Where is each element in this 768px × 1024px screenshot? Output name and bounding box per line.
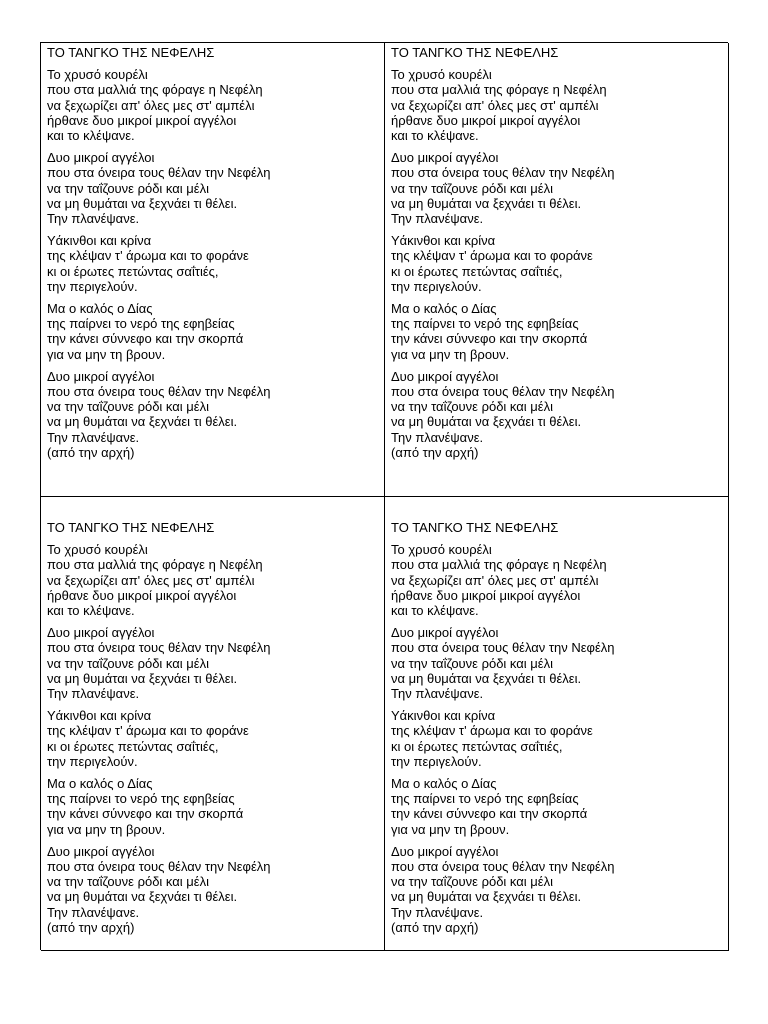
lyric-line: Υάκινθοι και κρίνα: [391, 233, 496, 249]
lyric-line: της κλέψαν τ' άρωμα και το φοράνε: [391, 723, 593, 739]
lyric-line: την περιγελούν.: [391, 278, 482, 294]
stanza: [391, 301, 728, 362]
lyric-line: Μα ο καλός ο Δίας: [47, 776, 153, 792]
lyric-line: που στα μαλλιά της φόραγε η Νεφέλη: [391, 82, 607, 98]
lyric-line: να μη θυμάται να ξεχνάει τι θέλει.: [47, 889, 238, 905]
lyric-line: να μη θυμάται να ξεχνάει τι θέλει.: [391, 670, 582, 686]
lyric-line: Το χρυσό κουρέλι: [391, 542, 492, 558]
lyric-line: Το χρυσό κουρέλι: [47, 542, 148, 558]
lyric-line: Μα ο καλός ο Δίας: [391, 776, 497, 792]
stanza: [47, 67, 384, 143]
lyrics-card: [385, 497, 729, 951]
lyric-line: που στα μαλλιά της φόραγε η Νεφέλη: [47, 82, 263, 98]
lyric-line: να ξεχωρίζει απ' όλες μες στ' αμπέλι: [47, 572, 255, 588]
lyric-line: και το κλέψανε.: [391, 603, 479, 619]
lyric-line: κι οι έρωτες πετώντας σαΐτιές,: [391, 738, 563, 754]
song-title: ΤΟ ΤΑΝΓΚΟ ΤΗΣ ΝΕΦΕΛΗΣ: [47, 45, 215, 60]
lyric-line: που στα όνειρα τους θέλαν την Νεφέλη: [391, 384, 615, 400]
stanza: [391, 369, 728, 460]
lyric-line: Την πλανέψανε.: [47, 686, 140, 702]
lyric-line: την κάνει σύννεφο και την σκορπά: [391, 331, 588, 347]
lyrics-sheet: [40, 42, 728, 950]
lyric-line: Την πλανέψανε.: [391, 686, 484, 702]
lyric-line: κι οι έρωτες πετώντας σαΐτιές,: [47, 738, 219, 754]
stanza: [391, 708, 728, 769]
lyric-line: για να μην τη βρουν.: [47, 346, 166, 362]
lyric-line: να μη θυμάται να ξεχνάει τι θέλει.: [47, 670, 238, 686]
stanza: [391, 233, 728, 294]
lyric-line: να ξεχωρίζει απ' όλες μες στ' αμπέλι: [391, 572, 599, 588]
lyric-line: (από την αρχή): [391, 444, 479, 460]
lyric-line: να μη θυμάται να ξεχνάει τι θέλει.: [391, 414, 582, 430]
lyric-line: να μη θυμάται να ξεχνάει τι θέλει.: [47, 414, 238, 430]
stanza: [47, 776, 384, 837]
lyric-line: Την πλανέψανε.: [391, 211, 484, 227]
lyric-line: να την ταΐζουνε ρόδι και μέλι: [47, 399, 209, 415]
lyric-line: της κλέψαν τ' άρωμα και το φοράνε: [47, 723, 249, 739]
lyric-line: Υάκινθοι και κρίνα: [47, 233, 152, 249]
lyric-line: και το κλέψανε.: [47, 128, 135, 144]
lyric-line: κι οι έρωτες πετώντας σαΐτιές,: [47, 263, 219, 279]
lyric-line: της παίρνει το νερό της εφηβείας: [47, 316, 235, 332]
lyric-line: την κάνει σύννεφο και την σκορπά: [47, 331, 244, 347]
lyric-line: την κάνει σύννεφο και την σκορπά: [391, 806, 588, 822]
lyric-line: Δυο μικροί αγγέλοι: [47, 368, 155, 384]
lyric-line: την κάνει σύννεφο και την σκορπά: [47, 806, 244, 822]
lyric-line: να την ταΐζουνε ρόδι και μέλι: [47, 180, 209, 196]
lyric-line: Την πλανέψανε.: [47, 904, 140, 920]
lyrics-card: [41, 43, 385, 497]
stanza: [47, 542, 384, 618]
song-title: ΤΟ ΤΑΝΓΚΟ ΤΗΣ ΝΕΦΕΛΗΣ: [391, 520, 559, 535]
stanza: [47, 150, 384, 226]
lyric-line: που στα όνειρα τους θέλαν την Νεφέλη: [47, 165, 271, 181]
stanza: [391, 776, 728, 837]
lyric-line: για να μην τη βρουν.: [391, 821, 510, 837]
lyric-line: Δυο μικροί αγγέλοι: [47, 625, 155, 641]
lyric-line: κι οι έρωτες πετώντας σαΐτιές,: [391, 263, 563, 279]
lyric-line: την περιγελούν.: [47, 278, 138, 294]
stanza: [47, 625, 384, 701]
lyric-line: για να μην τη βρουν.: [391, 346, 510, 362]
song-title: ΤΟ ΤΑΝΓΚΟ ΤΗΣ ΝΕΦΕΛΗΣ: [47, 520, 215, 535]
lyric-line: Την πλανέψανε.: [47, 429, 140, 445]
lyric-line: Δυο μικροί αγγέλοι: [47, 843, 155, 859]
stanza: [47, 369, 384, 460]
lyric-line: για να μην τη βρουν.: [47, 821, 166, 837]
lyric-line: (από την αρχή): [47, 444, 135, 460]
lyric-line: της κλέψαν τ' άρωμα και το φοράνε: [47, 248, 249, 264]
lyric-line: (από την αρχή): [47, 919, 135, 935]
lyric-line: Δυο μικροί αγγέλοι: [47, 150, 155, 166]
lyric-line: που στα όνειρα τους θέλαν την Νεφέλη: [391, 640, 615, 656]
lyric-line: την περιγελούν.: [391, 753, 482, 769]
lyric-line: Την πλανέψανε.: [47, 211, 140, 227]
lyric-line: και το κλέψανε.: [391, 128, 479, 144]
lyric-line: Δυο μικροί αγγέλοι: [391, 625, 499, 641]
lyric-line: που στα όνειρα τους θέλαν την Νεφέλη: [391, 859, 615, 875]
lyric-line: ήρθανε δυο μικροί μικροί αγγέλοι: [47, 112, 237, 128]
lyric-line: Την πλανέψανε.: [391, 429, 484, 445]
lyric-line: Δυο μικροί αγγέλοι: [391, 843, 499, 859]
lyric-line: Δυο μικροί αγγέλοι: [391, 368, 499, 384]
lyric-line: που στα όνειρα τους θέλαν την Νεφέλη: [391, 165, 615, 181]
lyric-line: που στα όνειρα τους θέλαν την Νεφέλη: [47, 640, 271, 656]
lyric-line: Υάκινθοι και κρίνα: [47, 708, 152, 724]
stanza: [391, 844, 728, 935]
lyric-line: και το κλέψανε.: [47, 603, 135, 619]
lyric-line: Το χρυσό κουρέλι: [47, 67, 148, 83]
lyric-line: να την ταΐζουνε ρόδι και μέλι: [47, 655, 209, 671]
lyric-line: να μη θυμάται να ξεχνάει τι θέλει.: [391, 889, 582, 905]
stanza: [391, 542, 728, 618]
lyric-line: Μα ο καλός ο Δίας: [391, 301, 497, 317]
lyric-line: που στα μαλλιά της φόραγε η Νεφέλη: [391, 557, 607, 573]
lyric-line: (από την αρχή): [391, 919, 479, 935]
lyric-line: Δυο μικροί αγγέλοι: [391, 150, 499, 166]
stanza: [391, 150, 728, 226]
stanza: [47, 708, 384, 769]
lyric-line: να μη θυμάται να ξεχνάει τι θέλει.: [47, 195, 238, 211]
stanza: [47, 233, 384, 294]
stanza: [47, 301, 384, 362]
lyric-line: να την ταΐζουνε ρόδι και μέλι: [391, 655, 553, 671]
lyric-line: ήρθανε δυο μικροί μικροί αγγέλοι: [47, 587, 237, 603]
lyric-line: που στα μαλλιά της φόραγε η Νεφέλη: [47, 557, 263, 573]
lyric-line: να την ταΐζουνε ρόδι και μέλι: [47, 874, 209, 890]
lyric-line: Υάκινθοι και κρίνα: [391, 708, 496, 724]
lyric-line: να ξεχωρίζει απ' όλες μες στ' αμπέλι: [391, 97, 599, 113]
song-title: ΤΟ ΤΑΝΓΚΟ ΤΗΣ ΝΕΦΕΛΗΣ: [391, 45, 559, 60]
lyric-line: που στα όνειρα τους θέλαν την Νεφέλη: [47, 859, 271, 875]
lyric-line: της παίρνει το νερό της εφηβείας: [391, 791, 579, 807]
stanza: [47, 844, 384, 935]
lyric-line: Μα ο καλός ο Δίας: [47, 301, 153, 317]
lyric-line: της κλέψαν τ' άρωμα και το φοράνε: [391, 248, 593, 264]
stanza: [391, 625, 728, 701]
lyrics-card: [41, 497, 385, 951]
lyric-line: την περιγελούν.: [47, 753, 138, 769]
lyric-line: να την ταΐζουνε ρόδι και μέλι: [391, 874, 553, 890]
lyric-line: να ξεχωρίζει απ' όλες μες στ' αμπέλι: [47, 97, 255, 113]
lyrics-card: [385, 43, 729, 497]
lyric-line: Την πλανέψανε.: [391, 904, 484, 920]
lyric-line: ήρθανε δυο μικροί μικροί αγγέλοι: [391, 112, 581, 128]
lyric-line: που στα όνειρα τους θέλαν την Νεφέλη: [47, 384, 271, 400]
lyric-line: ήρθανε δυο μικροί μικροί αγγέλοι: [391, 587, 581, 603]
lyric-line: της παίρνει το νερό της εφηβείας: [391, 316, 579, 332]
lyric-line: να την ταΐζουνε ρόδι και μέλι: [391, 399, 553, 415]
stanza: [391, 67, 728, 143]
lyric-line: να μη θυμάται να ξεχνάει τι θέλει.: [391, 195, 582, 211]
lyric-line: να την ταΐζουνε ρόδι και μέλι: [391, 180, 553, 196]
lyric-line: της παίρνει το νερό της εφηβείας: [47, 791, 235, 807]
lyric-line: Το χρυσό κουρέλι: [391, 67, 492, 83]
